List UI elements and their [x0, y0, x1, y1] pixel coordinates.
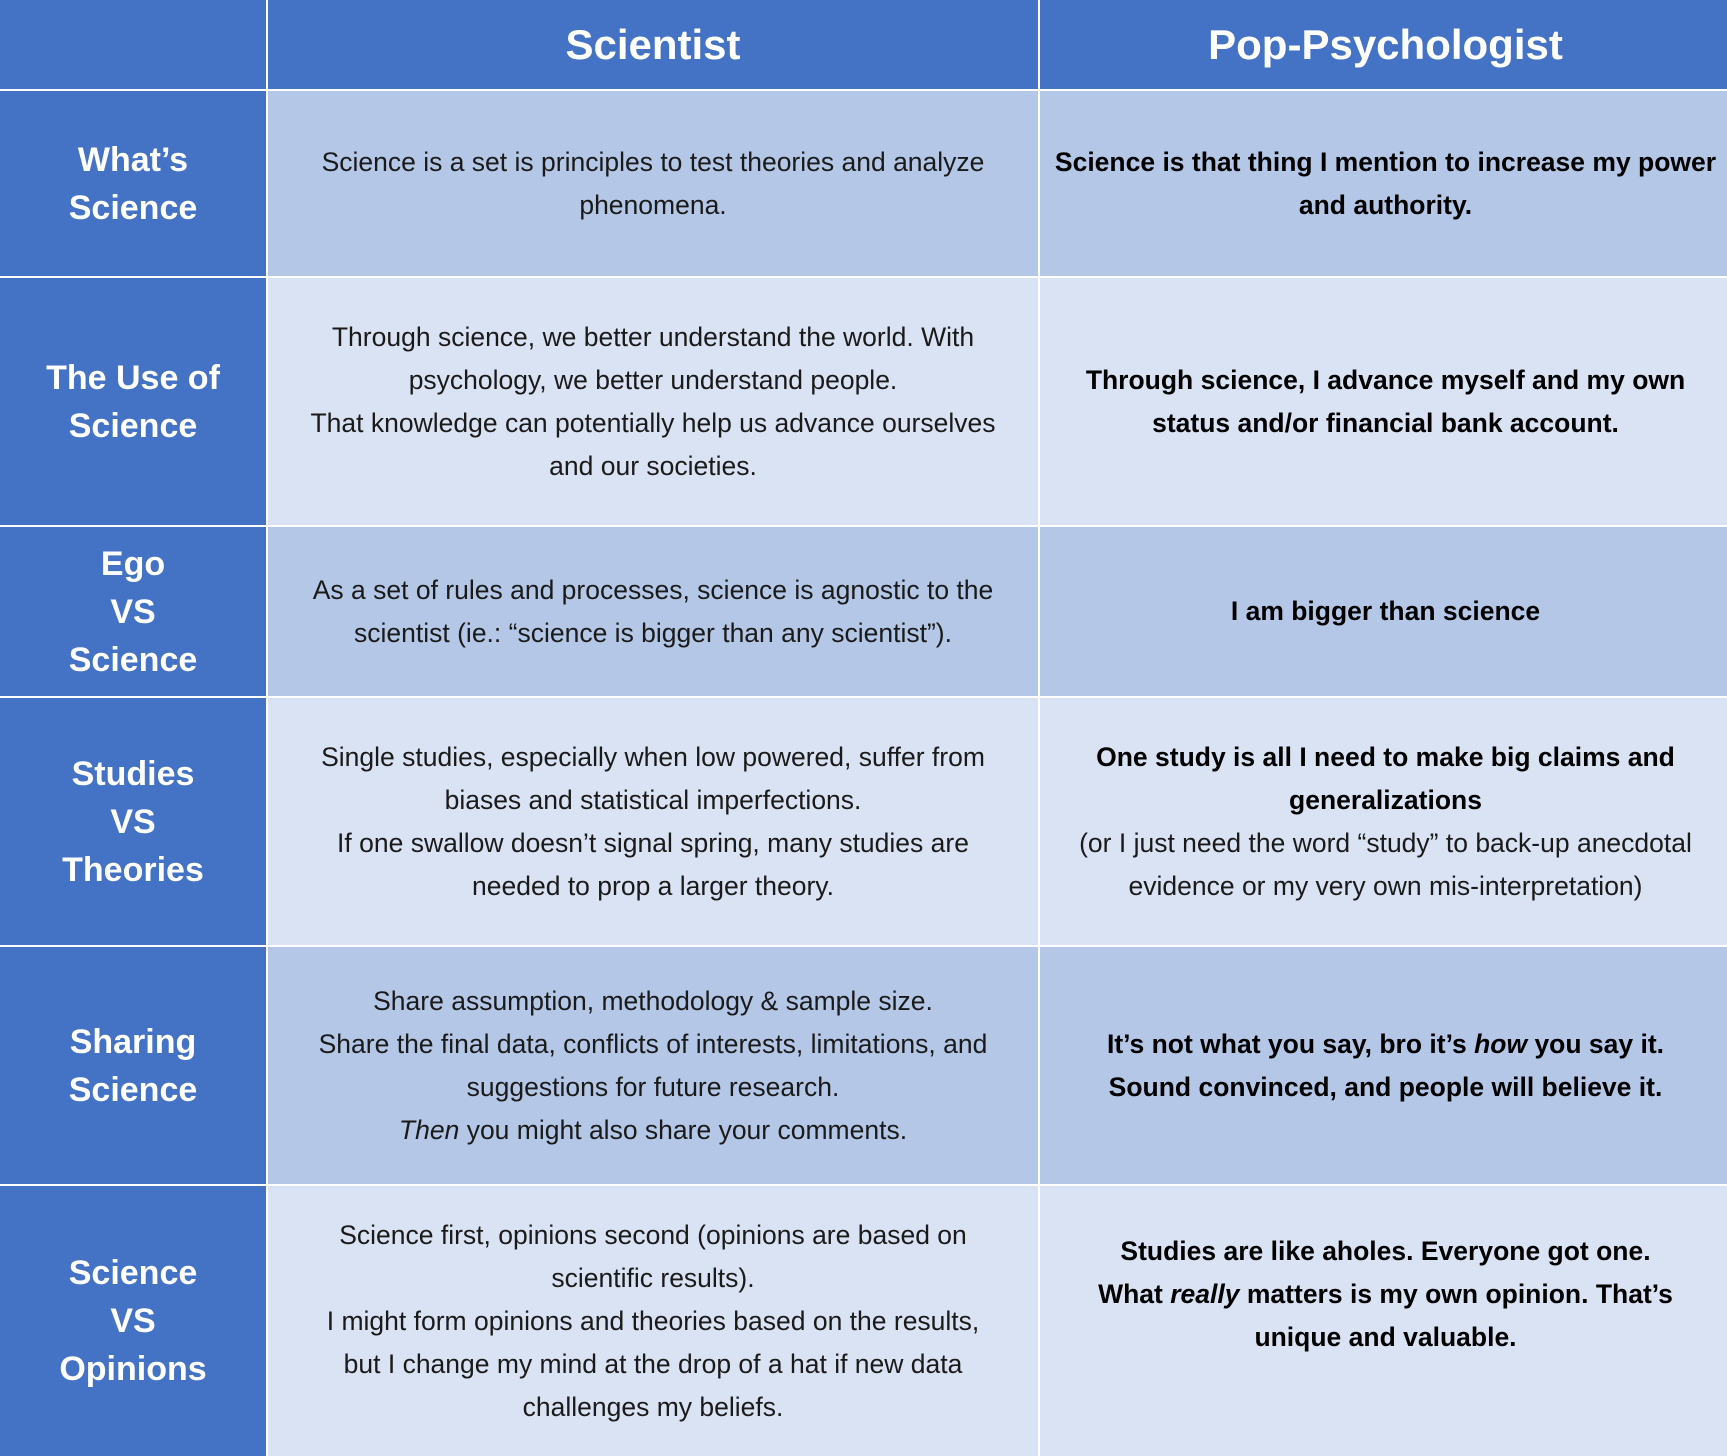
row-header-line: Science: [68, 640, 198, 679]
cell-text-fragment: What: [1098, 1279, 1171, 1309]
row-header-use-of-science: [0, 278, 266, 525]
cell-text-line: psychology, we better understand people.: [408, 364, 898, 395]
italic-really: really: [1170, 1279, 1240, 1309]
cell-text-line: challenges my beliefs.: [522, 1391, 784, 1422]
pop-cell-whats-science: [1040, 91, 1727, 276]
row-header-line: Science: [68, 1254, 198, 1292]
pop-cell-sharing-science: [1040, 947, 1727, 1184]
cell-text-line: scientist (ie.: “science is bigger than any scientist”).: [354, 617, 952, 648]
cell-text-fragment: you say it.: [1527, 1028, 1665, 1059]
cell-text-line: but I change my mind at the drop of a hat if new data: [343, 1348, 963, 1379]
cell-text-line: and our societies.: [549, 450, 757, 481]
scientist-cell-whats-science: [268, 91, 1038, 276]
row-header-line: Studies: [71, 754, 195, 793]
scientist-cell-sharing-science: [268, 947, 1038, 1184]
cell-text-line: Science is a set is principles to test theories and analyze: [321, 146, 985, 177]
cell-text-line: Through science, I advance myself and my own: [1085, 364, 1686, 395]
row-header-science-vs-opinions: [0, 1186, 266, 1456]
cell-text-line: I might form opinions and theories based on the results,: [326, 1305, 980, 1336]
header-corner: [0, 0, 266, 89]
cell-text-line: evidence or my very own mis-interpretation): [1128, 870, 1643, 901]
cell-text-fragment: matters is my own opinion. That’s: [1239, 1279, 1673, 1309]
cell-text-line: and authority.: [1298, 189, 1473, 220]
cell-text-line: As a set of rules and processes, science is agnostic to the: [312, 574, 994, 605]
pop-cell-use-of-science: [1040, 278, 1727, 525]
row-header-line: Science: [68, 406, 198, 445]
cell-text-line: That knowledge can potentially help us advance ourselves: [310, 407, 996, 438]
row-header-line: Theories: [62, 850, 204, 889]
cell-text-line: Sound convinced, and people will believe it.: [1108, 1071, 1663, 1102]
pop-cell-ego-vs-science: [1040, 527, 1727, 696]
column-header-scientist: [268, 0, 1038, 89]
row-header-line: VS: [110, 592, 156, 631]
pop-cell-studies-vs-theories: [1040, 698, 1727, 945]
cell-text-line: suggestions for future research.: [466, 1071, 840, 1102]
cell-text-line: Studies are like aholes. Everyone got one.: [1120, 1236, 1651, 1266]
row-header-line: VS: [110, 802, 156, 841]
cell-text-line: Share assumption, methodology & sample size.: [373, 985, 933, 1016]
pop-cell-science-vs-opinions: [1040, 1186, 1727, 1456]
scientist-cell-ego-vs-science: [268, 527, 1038, 696]
cell-text-line: Share the final data, conflicts of interests, limitations, and: [318, 1028, 988, 1059]
cell-text-line: If one swallow doesn’t signal spring, many studies are: [337, 827, 969, 858]
row-header-line: Science: [68, 188, 198, 227]
column-header-pop-psychologist: [1040, 0, 1727, 89]
cell-text-line: (or I just need the word “study” to back-up anecdotal: [1079, 827, 1692, 858]
row-header-line: What’s: [77, 140, 189, 179]
cell-text-line: Single studies, especially when low powered, suffer from: [321, 741, 985, 772]
row-header-line: Science: [68, 1070, 198, 1109]
scientist-cell-studies-vs-theories: [268, 698, 1038, 945]
row-header-line: Sharing: [69, 1022, 197, 1061]
cell-text-line: Science first, opinions second (opinions are based on: [339, 1219, 967, 1250]
row-header-sharing-science: [0, 947, 266, 1184]
cell-text-line: phenomena.: [579, 189, 727, 220]
row-header-line: The Use of: [46, 358, 220, 397]
column-header-pop-psychologist-label: Pop-Psychologist: [1208, 20, 1563, 68]
italic-then: Then: [398, 1114, 460, 1145]
cell-text-line: scientific results).: [551, 1262, 755, 1293]
cell-text-line: biases and statistical imperfections.: [444, 784, 862, 815]
cell-text-line: [1098, 1273, 1673, 1316]
column-header-scientist-label: Scientist: [565, 20, 741, 68]
row-header-studies-vs-theories: [0, 698, 266, 945]
cell-text-line: Through science, we better understand the world. With: [331, 321, 975, 352]
row-header-ego-vs-science: [0, 527, 266, 696]
cell-text-line: Science is that thing I mention to increase my power: [1054, 146, 1717, 177]
cell-text-fragment: It’s not what you say, bro it’s: [1106, 1028, 1475, 1059]
cell-text-line: status and/or financial bank account.: [1152, 407, 1619, 438]
cell-text-line: [1107, 1023, 1664, 1066]
cell-text-line: unique and valuable.: [1254, 1322, 1517, 1352]
cell-text-line-bold: generalizations: [1289, 784, 1482, 815]
cell-text-line: needed to prop a larger theory.: [472, 870, 834, 901]
row-header-line: Opinions: [59, 1350, 207, 1388]
scientist-cell-science-vs-opinions: [268, 1186, 1038, 1456]
row-header-whats-science: [0, 91, 266, 276]
cell-text-line-bold: One study is all I need to make big claims and: [1096, 741, 1675, 772]
cell-text-line: I am bigger than science: [1230, 596, 1541, 626]
cell-text-fragment: you might also share your comments.: [459, 1114, 908, 1145]
row-header-line: VS: [110, 1302, 156, 1340]
row-header-line: Ego: [100, 544, 166, 583]
italic-how: how: [1474, 1028, 1528, 1059]
scientist-cell-use-of-science: [268, 278, 1038, 525]
cell-text-line: [399, 1109, 907, 1152]
